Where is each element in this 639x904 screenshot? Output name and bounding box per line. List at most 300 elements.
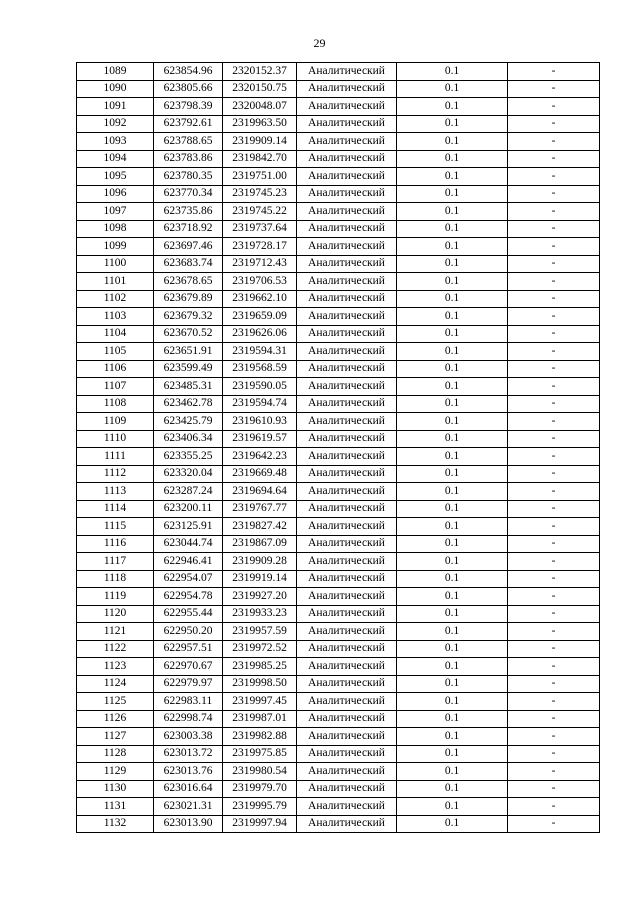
table-row: [77, 535, 600, 553]
y-coordinate-cell: 2319751.00: [223, 168, 297, 186]
table-row: [77, 640, 600, 658]
x-coordinate-cell: 623044.74: [154, 535, 223, 553]
accuracy-cell: 0.1: [397, 518, 508, 536]
y-coordinate-cell: 2319642.23: [223, 448, 297, 466]
note-cell: -: [508, 360, 600, 378]
y-coordinate-cell: 2319998.50: [223, 675, 297, 693]
y-coordinate-cell: 2319919.14: [223, 570, 297, 588]
method-cell: Аналитический: [297, 308, 397, 326]
note-cell: -: [508, 115, 600, 133]
note-cell: -: [508, 623, 600, 641]
note-cell: -: [508, 675, 600, 693]
method-cell: Аналитический: [297, 343, 397, 361]
x-coordinate-cell: 623013.90: [154, 815, 223, 833]
accuracy-cell: 0.1: [397, 63, 508, 81]
table-row: [77, 465, 600, 483]
point-number-cell: 1105: [77, 343, 154, 361]
accuracy-cell: 0.1: [397, 220, 508, 238]
table-row: [77, 815, 600, 833]
point-number-cell: 1110: [77, 430, 154, 448]
accuracy-cell: 0.1: [397, 815, 508, 833]
point-number-cell: 1117: [77, 553, 154, 571]
point-number-cell: 1116: [77, 535, 154, 553]
method-cell: Аналитический: [297, 80, 397, 98]
method-cell: Аналитический: [297, 448, 397, 466]
accuracy-cell: 0.1: [397, 273, 508, 291]
note-cell: -: [508, 780, 600, 798]
table-row: [77, 500, 600, 518]
y-coordinate-cell: 2319706.53: [223, 273, 297, 291]
accuracy-cell: 0.1: [397, 605, 508, 623]
x-coordinate-cell: 623735.86: [154, 203, 223, 221]
note-cell: -: [508, 763, 600, 781]
x-coordinate-cell: 623854.96: [154, 63, 223, 81]
x-coordinate-cell: 623021.31: [154, 798, 223, 816]
point-number-cell: 1131: [77, 798, 154, 816]
point-number-cell: 1125: [77, 693, 154, 711]
y-coordinate-cell: 2319985.25: [223, 658, 297, 676]
note-cell: -: [508, 308, 600, 326]
method-cell: Аналитический: [297, 693, 397, 711]
point-number-cell: 1101: [77, 273, 154, 291]
y-coordinate-cell: 2319963.50: [223, 115, 297, 133]
accuracy-cell: 0.1: [397, 780, 508, 798]
x-coordinate-cell: 622979.97: [154, 675, 223, 693]
accuracy-cell: 0.1: [397, 360, 508, 378]
point-number-cell: 1092: [77, 115, 154, 133]
accuracy-cell: 0.1: [397, 290, 508, 308]
method-cell: Аналитический: [297, 798, 397, 816]
note-cell: -: [508, 728, 600, 746]
method-cell: Аналитический: [297, 238, 397, 256]
accuracy-cell: 0.1: [397, 640, 508, 658]
y-coordinate-cell: 2319610.93: [223, 413, 297, 431]
method-cell: Аналитический: [297, 605, 397, 623]
point-number-cell: 1109: [77, 413, 154, 431]
note-cell: -: [508, 815, 600, 833]
y-coordinate-cell: 2319659.09: [223, 308, 297, 326]
note-cell: -: [508, 588, 600, 606]
point-number-cell: 1115: [77, 518, 154, 536]
point-number-cell: 1108: [77, 395, 154, 413]
table-row: [77, 290, 600, 308]
method-cell: Аналитический: [297, 168, 397, 186]
point-number-cell: 1096: [77, 185, 154, 203]
coordinates-table-body: [77, 63, 600, 833]
x-coordinate-cell: 622970.67: [154, 658, 223, 676]
note-cell: -: [508, 693, 600, 711]
x-coordinate-cell: 623485.31: [154, 378, 223, 396]
table-row: [77, 63, 600, 81]
y-coordinate-cell: 2319979.70: [223, 780, 297, 798]
method-cell: Аналитический: [297, 395, 397, 413]
y-coordinate-cell: 2319694.64: [223, 483, 297, 501]
method-cell: Аналитический: [297, 728, 397, 746]
y-coordinate-cell: 2319975.85: [223, 745, 297, 763]
table-row: [77, 710, 600, 728]
coordinates-table: [76, 62, 600, 833]
point-number-cell: 1093: [77, 133, 154, 151]
x-coordinate-cell: 623651.91: [154, 343, 223, 361]
table-row: [77, 308, 600, 326]
accuracy-cell: 0.1: [397, 798, 508, 816]
accuracy-cell: 0.1: [397, 395, 508, 413]
table-row: [77, 553, 600, 571]
method-cell: Аналитический: [297, 710, 397, 728]
point-number-cell: 1090: [77, 80, 154, 98]
accuracy-cell: 0.1: [397, 115, 508, 133]
method-cell: Аналитический: [297, 815, 397, 833]
note-cell: -: [508, 483, 600, 501]
x-coordinate-cell: 623788.65: [154, 133, 223, 151]
method-cell: Аналитический: [297, 185, 397, 203]
table-row: [77, 150, 600, 168]
accuracy-cell: 0.1: [397, 378, 508, 396]
table-row: [77, 675, 600, 693]
method-cell: Аналитический: [297, 98, 397, 116]
x-coordinate-cell: 623425.79: [154, 413, 223, 431]
x-coordinate-cell: 623697.46: [154, 238, 223, 256]
x-coordinate-cell: 622954.78: [154, 588, 223, 606]
y-coordinate-cell: 2319997.94: [223, 815, 297, 833]
y-coordinate-cell: 2320150.75: [223, 80, 297, 98]
note-cell: -: [508, 448, 600, 466]
accuracy-cell: 0.1: [397, 465, 508, 483]
y-coordinate-cell: 2319972.52: [223, 640, 297, 658]
method-cell: Аналитический: [297, 570, 397, 588]
x-coordinate-cell: 623678.65: [154, 273, 223, 291]
note-cell: -: [508, 535, 600, 553]
table-row: [77, 570, 600, 588]
y-coordinate-cell: 2319909.14: [223, 133, 297, 151]
accuracy-cell: 0.1: [397, 98, 508, 116]
method-cell: Аналитический: [297, 623, 397, 641]
method-cell: Аналитический: [297, 203, 397, 221]
method-cell: Аналитический: [297, 63, 397, 81]
note-cell: -: [508, 185, 600, 203]
point-number-cell: 1102: [77, 290, 154, 308]
point-number-cell: 1122: [77, 640, 154, 658]
method-cell: Аналитический: [297, 115, 397, 133]
accuracy-cell: 0.1: [397, 745, 508, 763]
accuracy-cell: 0.1: [397, 308, 508, 326]
point-number-cell: 1127: [77, 728, 154, 746]
table-row: [77, 115, 600, 133]
method-cell: Аналитический: [297, 378, 397, 396]
x-coordinate-cell: 622946.41: [154, 553, 223, 571]
y-coordinate-cell: 2319745.23: [223, 185, 297, 203]
accuracy-cell: 0.1: [397, 658, 508, 676]
y-coordinate-cell: 2319767.77: [223, 500, 297, 518]
point-number-cell: 1097: [77, 203, 154, 221]
table-row: [77, 780, 600, 798]
x-coordinate-cell: 623770.34: [154, 185, 223, 203]
y-coordinate-cell: 2320152.37: [223, 63, 297, 81]
accuracy-cell: 0.1: [397, 168, 508, 186]
method-cell: Аналитический: [297, 675, 397, 693]
point-number-cell: 1113: [77, 483, 154, 501]
accuracy-cell: 0.1: [397, 80, 508, 98]
y-coordinate-cell: 2319842.70: [223, 150, 297, 168]
method-cell: Аналитический: [297, 553, 397, 571]
note-cell: -: [508, 518, 600, 536]
note-cell: -: [508, 570, 600, 588]
method-cell: Аналитический: [297, 220, 397, 238]
note-cell: -: [508, 640, 600, 658]
method-cell: Аналитический: [297, 430, 397, 448]
note-cell: -: [508, 605, 600, 623]
note-cell: -: [508, 395, 600, 413]
x-coordinate-cell: 623013.76: [154, 763, 223, 781]
note-cell: -: [508, 203, 600, 221]
method-cell: Аналитический: [297, 588, 397, 606]
method-cell: Аналитический: [297, 518, 397, 536]
y-coordinate-cell: 2319728.17: [223, 238, 297, 256]
x-coordinate-cell: 623792.61: [154, 115, 223, 133]
x-coordinate-cell: 623125.91: [154, 518, 223, 536]
note-cell: -: [508, 343, 600, 361]
table-row: [77, 220, 600, 238]
point-number-cell: 1103: [77, 308, 154, 326]
accuracy-cell: 0.1: [397, 623, 508, 641]
y-coordinate-cell: 2319957.59: [223, 623, 297, 641]
method-cell: Аналитический: [297, 763, 397, 781]
method-cell: Аналитический: [297, 133, 397, 151]
table-row: [77, 763, 600, 781]
note-cell: -: [508, 500, 600, 518]
point-number-cell: 1128: [77, 745, 154, 763]
method-cell: Аналитический: [297, 255, 397, 273]
y-coordinate-cell: 2319594.31: [223, 343, 297, 361]
note-cell: -: [508, 98, 600, 116]
table-row: [77, 185, 600, 203]
method-cell: Аналитический: [297, 465, 397, 483]
x-coordinate-cell: 623805.66: [154, 80, 223, 98]
table-row: [77, 605, 600, 623]
method-cell: Аналитический: [297, 658, 397, 676]
y-coordinate-cell: 2319619.57: [223, 430, 297, 448]
note-cell: -: [508, 798, 600, 816]
y-coordinate-cell: 2319568.59: [223, 360, 297, 378]
y-coordinate-cell: 2319626.06: [223, 325, 297, 343]
y-coordinate-cell: 2319995.79: [223, 798, 297, 816]
x-coordinate-cell: 623683.74: [154, 255, 223, 273]
accuracy-cell: 0.1: [397, 430, 508, 448]
table-row: [77, 343, 600, 361]
note-cell: -: [508, 220, 600, 238]
x-coordinate-cell: 623599.49: [154, 360, 223, 378]
method-cell: Аналитический: [297, 780, 397, 798]
table-row: [77, 658, 600, 676]
point-number-cell: 1091: [77, 98, 154, 116]
note-cell: -: [508, 150, 600, 168]
note-cell: -: [508, 465, 600, 483]
y-coordinate-cell: 2319712.43: [223, 255, 297, 273]
x-coordinate-cell: 622955.44: [154, 605, 223, 623]
point-number-cell: 1123: [77, 658, 154, 676]
note-cell: -: [508, 553, 600, 571]
x-coordinate-cell: 623462.78: [154, 395, 223, 413]
x-coordinate-cell: 623670.52: [154, 325, 223, 343]
accuracy-cell: 0.1: [397, 588, 508, 606]
point-number-cell: 1111: [77, 448, 154, 466]
accuracy-cell: 0.1: [397, 553, 508, 571]
method-cell: Аналитический: [297, 150, 397, 168]
note-cell: -: [508, 413, 600, 431]
note-cell: -: [508, 658, 600, 676]
table-row: [77, 448, 600, 466]
y-coordinate-cell: 2320048.07: [223, 98, 297, 116]
table-row: [77, 98, 600, 116]
x-coordinate-cell: 622954.07: [154, 570, 223, 588]
accuracy-cell: 0.1: [397, 710, 508, 728]
y-coordinate-cell: 2319867.09: [223, 535, 297, 553]
table-row: [77, 623, 600, 641]
x-coordinate-cell: 623016.64: [154, 780, 223, 798]
table-row: [77, 430, 600, 448]
x-coordinate-cell: 622950.20: [154, 623, 223, 641]
y-coordinate-cell: 2319594.74: [223, 395, 297, 413]
y-coordinate-cell: 2319980.54: [223, 763, 297, 781]
point-number-cell: 1104: [77, 325, 154, 343]
accuracy-cell: 0.1: [397, 448, 508, 466]
table-row: [77, 378, 600, 396]
accuracy-cell: 0.1: [397, 483, 508, 501]
accuracy-cell: 0.1: [397, 150, 508, 168]
table-row: [77, 588, 600, 606]
x-coordinate-cell: 623003.38: [154, 728, 223, 746]
table-row: [77, 360, 600, 378]
table-row: [77, 693, 600, 711]
note-cell: -: [508, 63, 600, 81]
point-number-cell: 1106: [77, 360, 154, 378]
accuracy-cell: 0.1: [397, 325, 508, 343]
table-row: [77, 80, 600, 98]
accuracy-cell: 0.1: [397, 255, 508, 273]
note-cell: -: [508, 745, 600, 763]
x-coordinate-cell: 623780.35: [154, 168, 223, 186]
point-number-cell: 1112: [77, 465, 154, 483]
x-coordinate-cell: 623783.86: [154, 150, 223, 168]
x-coordinate-cell: 623679.89: [154, 290, 223, 308]
y-coordinate-cell: 2319982.88: [223, 728, 297, 746]
accuracy-cell: 0.1: [397, 413, 508, 431]
table-row: [77, 483, 600, 501]
note-cell: -: [508, 80, 600, 98]
y-coordinate-cell: 2319662.10: [223, 290, 297, 308]
y-coordinate-cell: 2319927.20: [223, 588, 297, 606]
y-coordinate-cell: 2319933.23: [223, 605, 297, 623]
y-coordinate-cell: 2319997.45: [223, 693, 297, 711]
accuracy-cell: 0.1: [397, 203, 508, 221]
table-row: [77, 728, 600, 746]
x-coordinate-cell: 623013.72: [154, 745, 223, 763]
point-number-cell: 1094: [77, 150, 154, 168]
table-row: [77, 238, 600, 256]
y-coordinate-cell: 2319909.28: [223, 553, 297, 571]
note-cell: -: [508, 255, 600, 273]
x-coordinate-cell: 623287.24: [154, 483, 223, 501]
point-number-cell: 1114: [77, 500, 154, 518]
x-coordinate-cell: 623200.11: [154, 500, 223, 518]
x-coordinate-cell: 623798.39: [154, 98, 223, 116]
method-cell: Аналитический: [297, 273, 397, 291]
note-cell: -: [508, 238, 600, 256]
point-number-cell: 1095: [77, 168, 154, 186]
table-row: [77, 518, 600, 536]
point-number-cell: 1089: [77, 63, 154, 81]
point-number-cell: 1099: [77, 238, 154, 256]
x-coordinate-cell: 623355.25: [154, 448, 223, 466]
accuracy-cell: 0.1: [397, 535, 508, 553]
point-number-cell: 1126: [77, 710, 154, 728]
point-number-cell: 1119: [77, 588, 154, 606]
y-coordinate-cell: 2319669.48: [223, 465, 297, 483]
note-cell: -: [508, 430, 600, 448]
accuracy-cell: 0.1: [397, 238, 508, 256]
point-number-cell: 1121: [77, 623, 154, 641]
page-number: 29: [313, 36, 326, 50]
y-coordinate-cell: 2319590.05: [223, 378, 297, 396]
y-coordinate-cell: 2319745.22: [223, 203, 297, 221]
accuracy-cell: 0.1: [397, 570, 508, 588]
x-coordinate-cell: 623406.34: [154, 430, 223, 448]
method-cell: Аналитический: [297, 535, 397, 553]
table-row: [77, 395, 600, 413]
point-number-cell: 1107: [77, 378, 154, 396]
x-coordinate-cell: 623679.32: [154, 308, 223, 326]
note-cell: -: [508, 710, 600, 728]
point-number-cell: 1124: [77, 675, 154, 693]
table-row: [77, 203, 600, 221]
note-cell: -: [508, 290, 600, 308]
method-cell: Аналитический: [297, 360, 397, 378]
note-cell: -: [508, 273, 600, 291]
method-cell: Аналитический: [297, 745, 397, 763]
point-number-cell: 1130: [77, 780, 154, 798]
method-cell: Аналитический: [297, 413, 397, 431]
table-row: [77, 798, 600, 816]
point-number-cell: 1118: [77, 570, 154, 588]
accuracy-cell: 0.1: [397, 728, 508, 746]
table-row: [77, 133, 600, 151]
y-coordinate-cell: 2319987.01: [223, 710, 297, 728]
point-number-cell: 1120: [77, 605, 154, 623]
accuracy-cell: 0.1: [397, 500, 508, 518]
table-row: [77, 413, 600, 431]
point-number-cell: 1129: [77, 763, 154, 781]
point-number-cell: 1100: [77, 255, 154, 273]
x-coordinate-cell: 623718.92: [154, 220, 223, 238]
method-cell: Аналитический: [297, 290, 397, 308]
accuracy-cell: 0.1: [397, 185, 508, 203]
accuracy-cell: 0.1: [397, 763, 508, 781]
accuracy-cell: 0.1: [397, 133, 508, 151]
note-cell: -: [508, 325, 600, 343]
method-cell: Аналитический: [297, 325, 397, 343]
x-coordinate-cell: 622983.11: [154, 693, 223, 711]
table-row: [77, 745, 600, 763]
y-coordinate-cell: 2319737.64: [223, 220, 297, 238]
y-coordinate-cell: 2319827.42: [223, 518, 297, 536]
note-cell: -: [508, 133, 600, 151]
x-coordinate-cell: 623320.04: [154, 465, 223, 483]
table-row: [77, 273, 600, 291]
method-cell: Аналитический: [297, 500, 397, 518]
accuracy-cell: 0.1: [397, 343, 508, 361]
x-coordinate-cell: 622998.74: [154, 710, 223, 728]
x-coordinate-cell: 622957.51: [154, 640, 223, 658]
